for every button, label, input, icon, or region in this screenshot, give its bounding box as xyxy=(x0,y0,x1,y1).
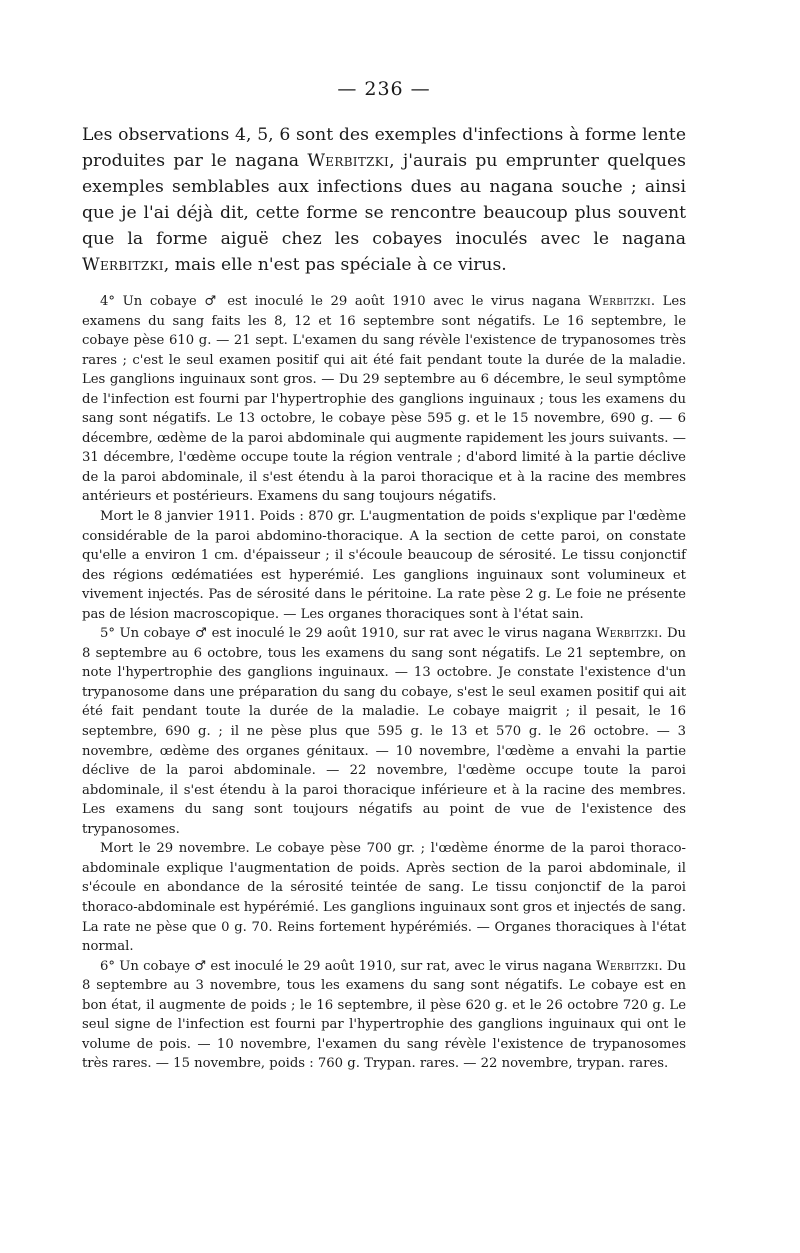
observation-5-autopsy: Mort le 29 novembre. Le cobaye pèse 700 gr. ; l'œdème énorme de la paroi thoraco-abdominale explique l'augmentation de poids. Après section de la paroi abdominale, il s'écoule en abondance de la sérosité teintée de sang. Le tissu conjonctif de la paroi thoraco-abdominale est hypérémié. Les ganglions inguinaux sont gros et injectés de sang. La rate ne pèse que 0 g. 70. Reins fortement hypérémiés. — Organes thoraciques à l'état normal. xyxy=(82,841,686,955)
obs4-author: Werbitzki xyxy=(588,294,651,309)
obs6-text-c: . Du 8 septembre au 3 novembre, tous les examens du sang sont négatifs. Le cobaye est en bon état, il augmente de poids ; le 16 septembre, il pèse 620 g. et le 26 octobre 720 g. Le seul signe de l'infection est fourni par l'hypertrophie des ganglions inguinaux qui ont le volume de pois. — 10 novembre, l'examen du sang révèle l'existence de trypanosomes très rares. — 15 novembre, poids : 760 g. Trypan. rares. — 22 novembre, trypan. rares. xyxy=(82,958,686,1072)
page-number: — 236 — xyxy=(337,78,431,100)
male-symbol-icon: ♂ xyxy=(194,626,208,642)
obs5-text-b: est inoculé le 29 août 1910, sur rat avec le virus nagana xyxy=(207,626,596,642)
intro-text-3: , mais elle n'est pas spéciale à ce virus. xyxy=(163,255,507,275)
obs4-text-c: . Les examens du sang faits les 8, 12 et 16 septembre sont négatifs. Le 16 septembre, le cobaye pèse 610 g. — 21 sept. L'examen du sang révèle l'existence de trypanosomes très rares ; c'est le seul examen positif qui ait été fait pendant toute la durée de la maladie. Les ganglions inguinaux sont gros. — Du 29 septembre au 6 décembre, le seul symptôme de l'infection est fourni par l'hypertrophie des ganglions inguinaux ; tous les examens du sang sont négatifs. Le 13 octobre, le cobaye pèse 595 g. et le 15 novembre, 690 g. — 6 décembre, œdème de la paroi abdominale qui augmente rapidement les jours suivants. — 31 décembre, l'œdème occupe toute la région ventrale ; d'abord limité à la partie déclive de la paroi abdominale, il s'est étendu à la paroi thoracique et à la racine des membres antérieurs et postérieurs. Examens du sang toujours négatifs. xyxy=(82,294,686,505)
male-symbol-icon: ♂ xyxy=(194,958,207,974)
male-symbol-icon: ♂ xyxy=(204,294,220,309)
obs5-text-c: . Du 8 septembre au 6 octobre, tous les examens du sang sont négatifs. Le 21 septembre, on note l'hypertrophie des ganglions inguinaux. — 13 octobre. Je constate l'existence d'un trypanosome dans une préparation du sang du cobaye, s'est le seul examen positif qui ait été fait pendant toute la durée de la maladie. Le cobaye maigrit ; il pesait, le 16 septembre, 690 g. ; il ne pèse plus que 595 g. le 13 et 570 g. le 26 octobre. — 3 novembre, œdème des organes génitaux. — 10 novembre, l'œdème a envahi la partie déclive de la paroi abdominale. — 22 novembre, l'œdème occupe toute la paroi abdominale, il s'est étendu à la paroi thoracique inférieure et à la racine des membres. Les examens du sang sont toujours négatifs au point de vue de l'existence des trypanosomes. xyxy=(82,626,687,837)
obs4-text-b: est inoculé le 29 août 1910 avec le virus nagana xyxy=(219,294,589,309)
obs5-text-a: 5° Un cobaye xyxy=(100,626,195,642)
intro-text-1: Les observations 4, 5, 6 sont des exemples d'infections à forme lente produites par le nagana xyxy=(82,125,686,171)
intro-author-2: Werbitzki xyxy=(82,255,164,275)
observation-6-paragraph xyxy=(82,957,686,1074)
intro-author-1: Werbitzki xyxy=(307,151,390,171)
intro-paragraph xyxy=(82,122,686,278)
observation-4-autopsy: Mort le 8 janvier 1911. Poids : 870 gr. L'augmentation de poids s'explique par l'œdème considérable de la paroi abdomino-thoracique. A la section de cette paroi, on constate qu'elle a environ 1 cm. d'épaisseur ; il s'écoule beaucoup de sérosité. Le tissu conjonctif des régions œdématiées est hyperémié. Les ganglions inguinaux sont volumineux et vivement injectés. Pas de sérosité dans le péritoine. La rate pèse 2 g. Le foie ne présente pas de lésion macroscopique. — Les organes thoraciques sont à l'état sain. xyxy=(82,509,686,622)
observation-5-paragraph xyxy=(82,624,686,839)
obs6-text-a: 6° Un cobaye xyxy=(100,958,195,974)
obs6-text-b: est inoculé le 29 août 1910, sur rat, avec le virus nagana xyxy=(206,958,597,974)
obs4-text-a: 4° Un cobaye xyxy=(100,294,205,309)
obs5-author: Werbitzki xyxy=(595,626,659,642)
observation-4-paragraph xyxy=(82,292,686,507)
obs6-author: Werbitzki xyxy=(596,958,659,974)
intro-text-2: , j'aurais pu emprunter quelques exemples semblables aux infections dues au nagana souche ; ainsi que je l'ai déjà dit, cette forme se rencontre beaucoup plus souvent que la forme aiguë chez les cobayes inoculés avec le nagana xyxy=(82,151,686,249)
document-page xyxy=(82,78,686,1074)
